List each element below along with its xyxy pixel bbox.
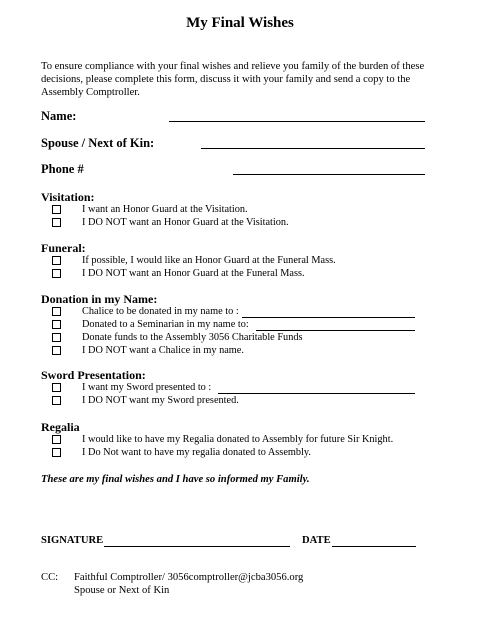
sword-option-1-checkbox[interactable] xyxy=(52,383,61,392)
cc-line-2: Spouse or Next of Kin xyxy=(74,585,170,596)
visitation-title: Visitation: xyxy=(41,190,95,204)
donation-option-4-label: I DO NOT want a Chalice in my name. xyxy=(82,345,244,356)
seminarian-recipient-field[interactable] xyxy=(256,330,415,331)
name-field[interactable] xyxy=(169,121,425,122)
regalia-option-2-label: I Do Not want to have my regalia donated to Assembly. xyxy=(82,447,311,458)
phone-field[interactable] xyxy=(233,174,425,175)
sword-title: Sword Presentation: xyxy=(41,368,146,382)
donation-title: Donation in my Name: xyxy=(41,292,158,306)
phone-label: Phone # xyxy=(41,162,84,176)
sword-option-2-label: I DO NOT want my Sword presented. xyxy=(82,395,239,406)
spouse-field[interactable] xyxy=(201,148,425,149)
cc-label: CC: xyxy=(41,572,59,583)
regalia-option-1-label: I would like to have my Regalia donated to Assembly for future Sir Knight. xyxy=(82,434,394,445)
regalia-title: Regalia xyxy=(41,420,80,434)
funeral-option-2-checkbox[interactable] xyxy=(52,269,61,278)
cc-line-1: Faithful Comptroller/ 3056comptroller@jcba3056.org xyxy=(74,572,304,583)
sword-recipient-field[interactable] xyxy=(218,393,415,394)
donation-option-1-label: Chalice to be donated in my name to : xyxy=(82,306,239,317)
visitation-option-2-checkbox[interactable] xyxy=(52,218,61,227)
date-label: DATE xyxy=(302,535,331,546)
closing-statement: These are my final wishes and I have so informed my Family. xyxy=(41,474,310,485)
regalia-option-2-checkbox[interactable] xyxy=(52,448,61,457)
funeral-option-2-label: I DO NOT want an Honor Guard at the Funeral Mass. xyxy=(82,268,305,279)
intro-paragraph: To ensure compliance with your final wishes and relieve you family of the burden of these decisions, please complete this form, discuss it with your family and send a copy to the Assembly Comptroller. xyxy=(41,61,425,98)
donation-option-4-checkbox[interactable] xyxy=(52,346,61,355)
spouse-label: Spouse / Next of Kin: xyxy=(41,136,155,150)
signature-label: SIGNATURE xyxy=(41,535,104,546)
funeral-option-1-label: If possible, I would like an Honor Guard at the Funeral Mass. xyxy=(82,255,336,266)
regalia-option-1-checkbox[interactable] xyxy=(52,435,61,444)
funeral-option-1-checkbox[interactable] xyxy=(52,256,61,265)
funeral-title: Funeral: xyxy=(41,241,86,255)
donation-option-1-checkbox[interactable] xyxy=(52,307,61,316)
donation-option-2-label: Donated to a Seminarian in my name to: xyxy=(82,319,249,330)
date-field[interactable] xyxy=(332,546,416,547)
donation-option-2-checkbox[interactable] xyxy=(52,320,61,329)
sword-option-2-checkbox[interactable] xyxy=(52,396,61,405)
chalice-recipient-field[interactable] xyxy=(242,317,415,318)
visitation-option-1-checkbox[interactable] xyxy=(52,205,61,214)
signature-field[interactable] xyxy=(104,546,290,547)
visitation-option-2-label: I DO NOT want an Honor Guard at the Visitation. xyxy=(82,217,289,228)
visitation-option-1-label: I want an Honor Guard at the Visitation. xyxy=(82,204,248,215)
donation-option-3-label: Donate funds to the Assembly 3056 Charitable Funds xyxy=(82,332,303,343)
page-title: My Final Wishes xyxy=(186,15,294,31)
sword-option-1-label: I want my Sword presented to : xyxy=(82,382,212,393)
donation-option-3-checkbox[interactable] xyxy=(52,333,61,342)
name-label: Name: xyxy=(41,109,77,123)
